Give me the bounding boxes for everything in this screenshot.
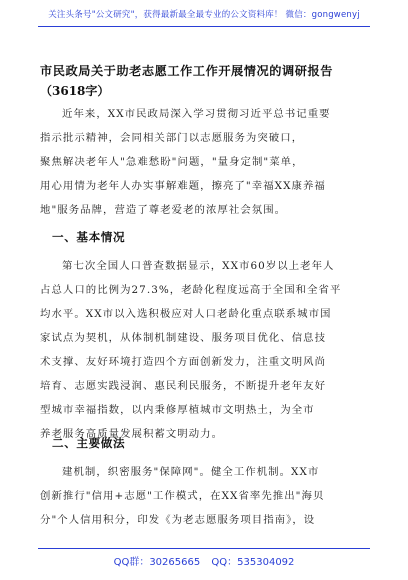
paragraph-line: 指示批示精神，会同相关部门以志愿服务为突破口，	[40, 132, 304, 144]
paragraph-line: 第七次全国人口普查数据显示，XX市60岁以上老年人	[62, 260, 335, 272]
section-heading-basic: 一、基本情况	[52, 230, 126, 244]
header-divider	[38, 26, 370, 27]
paragraph-line: 建机制，织密服务"保障网"。健全工作机制。XX市	[62, 466, 320, 478]
section1-paragraph	[40, 254, 372, 446]
paragraph-line: 分"个人信用积分，印发《为老志愿服务项目指南》，设	[40, 514, 316, 526]
paragraph-line: 养老服务高质量发展积蓄文明动力。	[40, 428, 224, 440]
footer-divider	[38, 548, 370, 549]
paragraph-line: 型城市幸福指数，以内秉修厚植城市文明热土，为全市	[40, 404, 315, 416]
section2-paragraph	[40, 460, 372, 532]
paragraph-line: 均水平。XX市以入选积极应对人口老龄化重点联系城市国	[40, 308, 332, 320]
paragraph-line: 创新推行"信用+志愿"工作模式，在XX省率先推出"海贝	[40, 490, 325, 502]
header-banner: 关注头条号"公文研究"，获得最新最全最专业的公文资料库！ 微信：gongwenyj	[48, 10, 360, 20]
paragraph-line: 地"服务品牌，营造了尊老爱老的浓厚社会氛围。	[40, 204, 287, 216]
word-count: （3618字）	[40, 84, 110, 98]
paragraph-line: 用心用情为老年人办实事解难题，擦亮了"幸福XX康养福	[40, 180, 326, 192]
paragraph-line: 近年来，XX市民政局深入学习贯彻习近平总书记重要	[62, 108, 331, 120]
document-title: 市民政局关于助老志愿工作工作开展情况的调研报告	[40, 64, 333, 78]
paragraph-line: 术支撑、友好环境打造四个方面创新发力，注重文明风尚	[40, 356, 327, 368]
section-heading-practices: 二、主要做法	[52, 436, 126, 450]
intro-paragraph	[40, 102, 372, 222]
paragraph-line: 家试点为契机，从体制机制建设、服务项目优化、信息技	[40, 332, 327, 344]
footer-banner: QQ群：30265665 QQ：535304092	[113, 557, 295, 568]
paragraph-line: 聚焦解决老年人"急难愁盼"问题，"量身定制"菜单，	[40, 156, 304, 168]
paragraph-line: 培育、志愿实践浸润、惠民利民服务，不断提升老年友好	[40, 380, 327, 392]
paragraph-line: 占总人口的比例为27.3%，老龄化程度远高于全国和全省平	[40, 284, 342, 296]
